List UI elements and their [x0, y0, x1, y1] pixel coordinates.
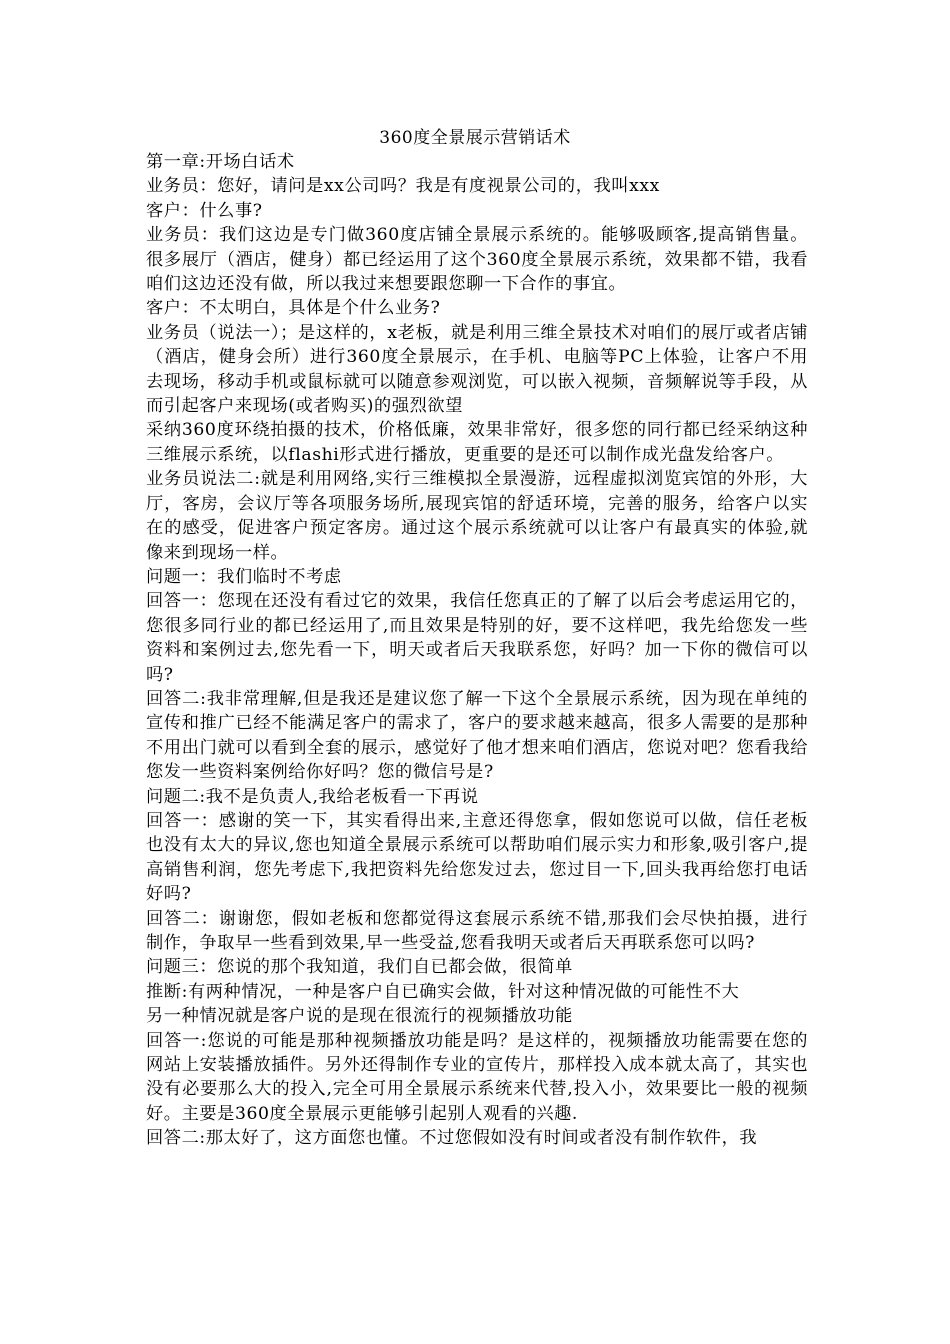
- dialogue-line: 采纳360度环绕拍摄的技术，价格低廉，效果非常好，很多您的同行都已经采纳这种三维展示系统，以flashi形式进行播放，更重要的是还可以制作成光盘发给客户。: [146, 420, 808, 465]
- answer-line: 回答二:我非常理解,但是我还是建议您了解一下这个全景展示系统，因为现在单纯的宣传和推广已经不能满足客户的需求了，客户的要求越来越高，很多人需要的是那种不用出门就可以看到全套的展示，感觉好了他才想来咱们酒店，您说对吧？您看我给您发一些资料案例给你好吗？您的微信号是?: [146, 688, 808, 783]
- answer-line: 回答一：您现在还没有看过它的效果，我信任您真正的了解了以后会考虑运用它的，您很多同行业的都已经运用了,而且效果是特别的好，要不这样吧，我先给您发一些资料和案例过去,您先看一下，明天或者后天我联系您，好吗？加一下你的微信可以吗?: [146, 591, 808, 685]
- question-line: 问题三：您说的那个我知道，我们自已都会做，很简单: [146, 957, 573, 978]
- chapter-heading: 第一章:开场白话术: [146, 152, 295, 172]
- dialogue-line: 客户：不太明白，具体是个什么业务?: [146, 298, 441, 319]
- answer-line: 回答一：感谢的笑一下，其实看得出来,主意还得您拿，假如您说可以做，信任老板也没有太大的异议,您也知道全景展示系统可以帮助咱们展示实力和形象,吸引客户,提高销售利润，您先考虑下,我把资料先给您发过去，您过目一下,回头我再给您打电话好吗?: [146, 810, 808, 905]
- dialogue-line: 业务员说法二:就是利用网络,实行三维模拟全景漫游，远程虚拟浏览宾馆的外形，大厅，客房，会议厅等各项服务场所,展现宾馆的舒适环境，完善的服务，给客户以实在的感受，促进客户预定客房。通过这个展示系统就可以让客户有最真实的体验,就像来到现场一样。: [146, 469, 808, 563]
- dialogue-line: 业务员：我们这边是专门做360度店铺全景展示系统的。能够吸顾客,提高销售量。很多展厅（酒店，健身）都已经运用了这个360度全景展示系统，效果都不错，我看咱们这边还没有做，所以我过来想要跟您聊一下合作的事宜。: [146, 225, 808, 295]
- dialogue-line: 业务员（说法一）；是这样的，x老板，就是利用三维全景技术对咱们的展厅或者店铺（酒店，健身会所）进行360度全景展示，在手机、电脑等PC上体验，让客户不用去现场，移动手机或鼠标就可以随意参观浏览，可以嵌入视频，音频解说等手段，从而引起客户来现场(或者购买)的强烈欲望: [146, 322, 808, 417]
- document-title: 360度全景展示营销话术: [379, 128, 571, 148]
- dialogue-line: 业务员：您好，请问是xx公司吗？我是有度视景公司的，我叫xxx: [146, 176, 660, 197]
- question-line: 问题二:我不是负责人,我给老板看一下再说: [146, 786, 479, 807]
- inference-line: 另一种情况就是客户说的是现在很流行的视频播放功能: [146, 1006, 573, 1027]
- document-body: [146, 150, 808, 1151]
- answer-line: 回答二:那太好了，这方面您也懂。不过您假如没有时间或者没有制作软件，我: [146, 1128, 758, 1149]
- answer-line: 回答一:您说的可能是那种视频播放功能是吗？是这样的，视频播放功能需要在您的网站上安装播放插件。另外还得制作专业的宣传片，那样投入成本就太高了，其实也没有必要那么大的投入,完全可用全景展示系统来代替,投入小，效果要比一般的视频好。主要是360度全景展示更能够引起别人观看的兴趣.: [146, 1030, 808, 1124]
- answer-line: 回答二：谢谢您，假如老板和您都觉得这套展示系统不错,那我们会尽快拍摄，进行制作，争取早一些看到效果,早一些受益,您看我明天或者后天再联系您可以吗?: [146, 908, 808, 953]
- question-line: 问题一：我们临时不考虑: [146, 566, 342, 587]
- dialogue-line: 客户：什么事?: [146, 200, 263, 221]
- inference-line: 推断:有两种情况，一种是客户自已确实会做，针对这种情况做的可能性不大: [146, 981, 740, 1002]
